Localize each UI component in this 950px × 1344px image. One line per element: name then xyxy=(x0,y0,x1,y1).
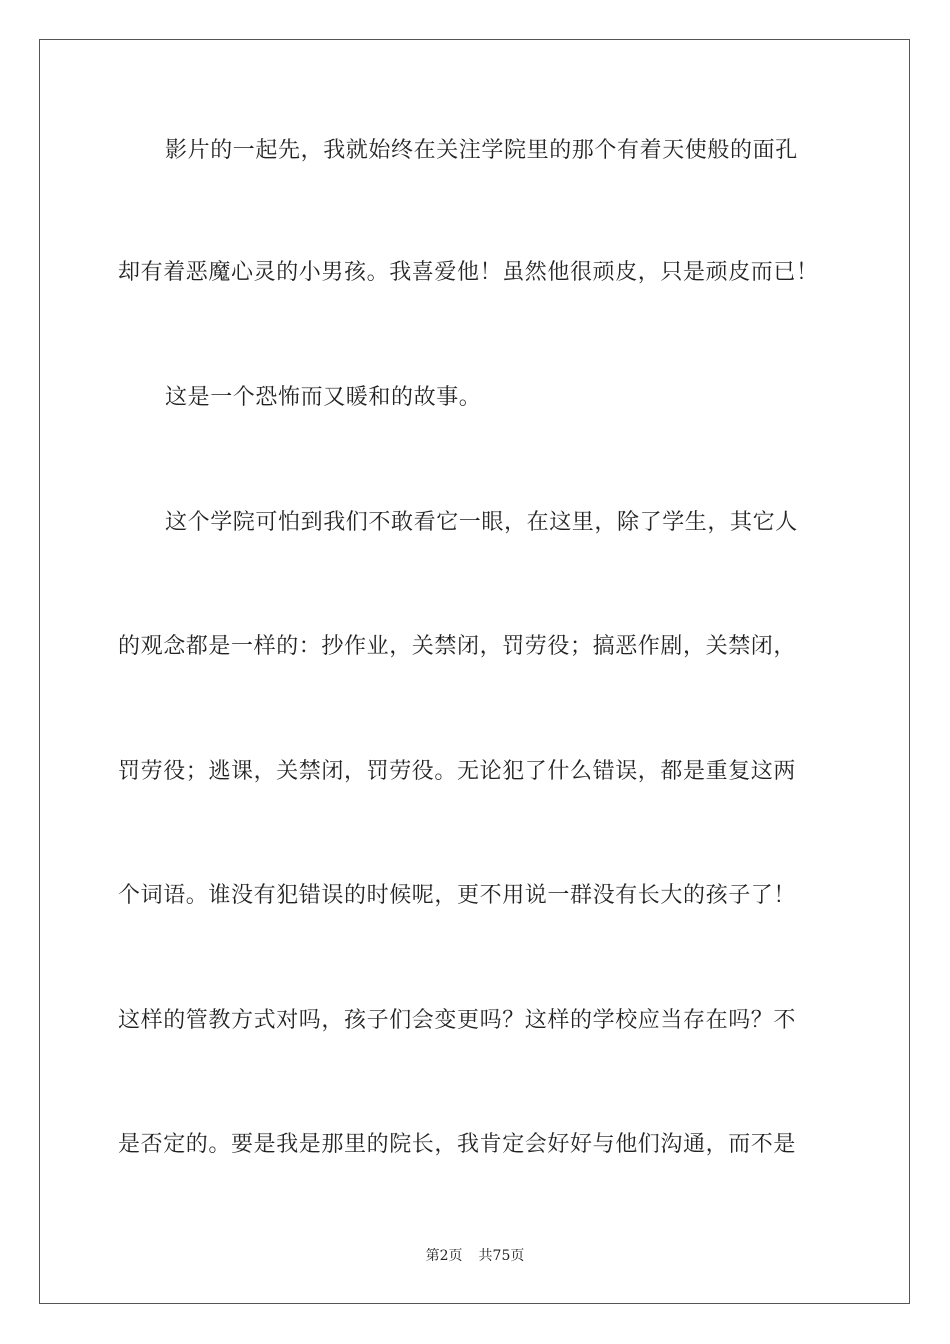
paragraph-line-3: 这是一个恐怖而又暖和的故事。 xyxy=(165,385,482,410)
page-total: 共75页 xyxy=(478,1248,525,1264)
paragraph-line-5: 的观念都是一样的：抄作业，关禁闭，罚劳役；搞恶作剧，关禁闭， xyxy=(118,634,797,659)
paragraph-line-1: 影片的一起先，我就始终在关注学院里的那个有着天使般的面孔 xyxy=(165,138,798,163)
paragraph-line-9: 是否定的。要是我是那里的院长，我肯定会好好与他们沟通，而不是 xyxy=(118,1132,797,1157)
page-footer xyxy=(0,1245,950,1265)
paragraph-line-2: 却有着恶魔心灵的小男孩。我喜爱他！虽然他很顽皮，只是顽皮而已！ xyxy=(118,260,819,285)
paragraph-line-6: 罚劳役；逃课，关禁闭，罚劳役。无论犯了什么错误，都是重复这两 xyxy=(118,759,797,784)
paragraph-line-8: 这样的管教方式对吗，孩子们会变更吗？这样的学校应当存在吗？不 xyxy=(118,1008,797,1033)
paragraph-line-7: 个词语。谁没有犯错误的时候呢，更不用说一群没有长大的孩子了！ xyxy=(118,883,797,908)
page-border xyxy=(39,39,910,1304)
page-number: 第2页 xyxy=(425,1248,463,1264)
paragraph-line-4: 这个学院可怕到我们不敢看它一眼，在这里，除了学生，其它人 xyxy=(165,510,798,535)
